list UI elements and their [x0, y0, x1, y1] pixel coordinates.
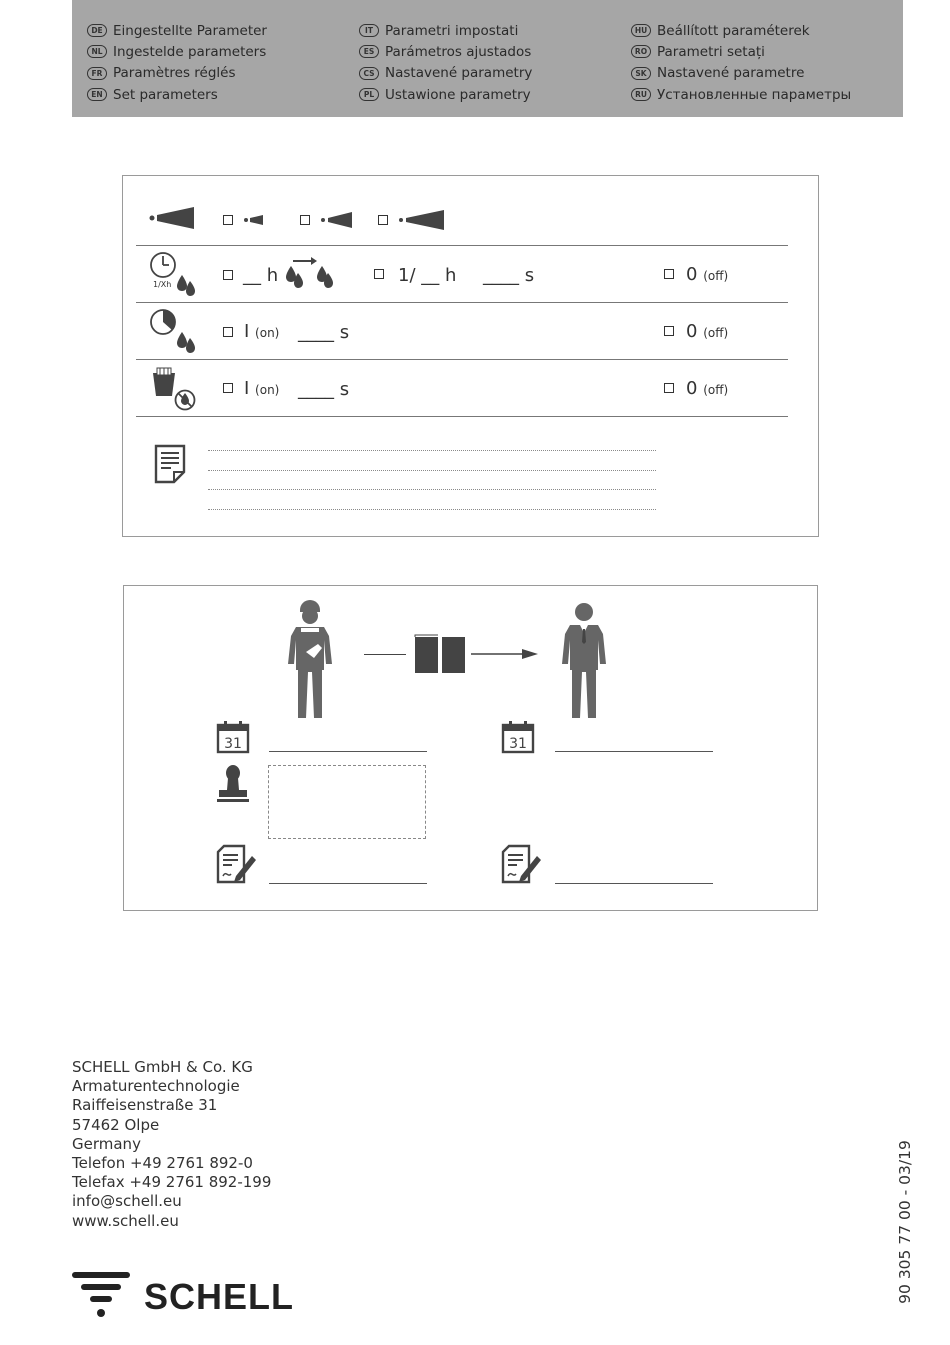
duration-off-checkbox[interactable] — [664, 326, 674, 336]
address-line: Raiffeisenstraße 31 — [72, 1096, 218, 1115]
brand-name: SCHELL — [144, 1276, 294, 1317]
spray-range-icon — [148, 205, 196, 231]
language-label: Parametri setați — [657, 43, 765, 60]
language-item — [87, 41, 267, 62]
language-code-badge: RO — [631, 45, 651, 58]
arrow-right-icon — [470, 647, 540, 661]
cleaning-off-checkbox[interactable] — [664, 383, 674, 393]
language-item — [359, 84, 532, 105]
address-website[interactable]: www.schell.eu — [72, 1211, 179, 1230]
manual-book-icon — [414, 634, 466, 674]
language-column-3 — [631, 20, 851, 105]
language-item — [631, 41, 851, 62]
notes-line[interactable] — [208, 450, 656, 451]
off-label: (off) — [703, 326, 729, 340]
handover-box — [123, 585, 818, 911]
calendar-icon — [216, 720, 250, 754]
interval-icon-label: 1/Xh — [153, 280, 172, 289]
notes-document-icon — [154, 444, 188, 484]
notes-line[interactable] — [208, 470, 656, 471]
language-code-badge: NL — [87, 45, 107, 58]
document-number: 90 305 77 00 - 03/19 — [896, 1140, 914, 1304]
cleaning-off-option — [686, 379, 728, 400]
language-label: Установленные параметры — [657, 86, 852, 103]
language-code-badge: FR — [87, 67, 107, 80]
language-label: Beállított paraméterek — [657, 22, 810, 39]
spray-medium-icon — [320, 210, 354, 230]
interval-off-checkbox[interactable] — [664, 269, 674, 279]
cleaning-bucket-icon — [150, 366, 198, 412]
signature-document-icon — [216, 844, 258, 884]
language-item — [631, 84, 851, 105]
address-line: Germany — [72, 1134, 141, 1153]
interval-fraction-field[interactable]: 1/ __ h — [398, 265, 457, 286]
on-value: I — [244, 321, 250, 342]
language-code-badge: ES — [359, 45, 379, 58]
language-label: Parámetros ajustados — [385, 43, 532, 60]
language-label: Nastavené parametre — [657, 65, 805, 82]
language-code-badge: IT — [359, 24, 379, 37]
calendar-icon — [501, 720, 535, 754]
language-code-badge: HU — [631, 24, 651, 37]
on-label: (on) — [255, 326, 280, 340]
language-label: Parametri impostati — [385, 22, 519, 39]
address-line: 57462 Olpe — [72, 1115, 160, 1134]
installer-date-line[interactable] — [269, 751, 427, 752]
cleaning-seconds-field[interactable]: ____ s — [298, 379, 350, 400]
duration-off-option — [686, 322, 728, 343]
language-code-badge: CS — [359, 67, 379, 80]
off-label: (off) — [703, 269, 729, 283]
row-divider — [136, 302, 788, 303]
schell-logo — [72, 1268, 294, 1324]
language-header — [72, 0, 903, 117]
language-label: Eingestellte Parameter — [113, 22, 267, 39]
interval-hours-checkbox[interactable] — [223, 270, 233, 280]
language-label: Set parameters — [113, 86, 218, 103]
signature-document-icon — [501, 844, 543, 884]
interval-fraction-checkbox[interactable] — [374, 269, 384, 279]
cleaning-on-checkbox[interactable] — [223, 383, 233, 393]
language-item — [87, 20, 267, 41]
company-address — [72, 1058, 271, 1231]
on-label: (on) — [255, 383, 280, 397]
address-line: SCHELL GmbH & Co. KG — [72, 1058, 253, 1076]
schell-logo-icon — [72, 1268, 134, 1320]
calendar-day: 31 — [509, 736, 527, 752]
spray-long-icon — [398, 208, 446, 232]
language-item — [359, 20, 532, 41]
language-item — [359, 41, 532, 62]
language-code-badge: PL — [359, 88, 379, 101]
interval-seconds-field[interactable]: ____ s — [483, 265, 535, 286]
row-divider — [136, 416, 788, 417]
language-item — [631, 20, 851, 41]
spray-short-icon — [243, 213, 265, 227]
language-item — [359, 63, 532, 84]
off-label: (off) — [703, 383, 729, 397]
owner-figure-icon — [558, 600, 610, 720]
duration-on-checkbox[interactable] — [223, 327, 233, 337]
language-label: Paramètres réglés — [113, 65, 236, 82]
language-code-badge: RU — [631, 88, 651, 101]
interval-clock-icon — [148, 251, 198, 299]
calendar-day: 31 — [224, 736, 242, 752]
off-value: 0 — [686, 378, 698, 399]
on-value: I — [244, 378, 250, 399]
parameter-table — [122, 175, 819, 537]
address-line: Armaturentechnologie — [72, 1077, 240, 1096]
stamp-icon — [216, 764, 250, 806]
cleaning-on-option — [244, 379, 279, 400]
row-divider — [136, 245, 788, 246]
interval-off-option — [686, 265, 728, 286]
language-code-badge: SK — [631, 67, 651, 80]
spray-long-checkbox[interactable] — [378, 215, 388, 225]
address-line: Telefax +49 2761 892-199 — [72, 1173, 272, 1192]
duration-on-option — [244, 322, 279, 343]
duration-timer-icon — [148, 308, 198, 356]
stamp-field[interactable] — [268, 765, 426, 839]
row-divider — [136, 359, 788, 360]
language-code-badge: DE — [87, 24, 107, 37]
interval-hours-field[interactable]: __ h — [243, 265, 279, 286]
language-code-badge: EN — [87, 88, 107, 101]
duration-seconds-field[interactable]: ____ s — [298, 322, 350, 343]
notes-line[interactable] — [208, 489, 656, 490]
language-column-1 — [87, 20, 267, 105]
off-value: 0 — [686, 264, 698, 285]
language-label: Ustawione parametry — [385, 86, 531, 103]
address-email[interactable]: info@schell.eu — [72, 1192, 182, 1211]
handover-line — [364, 654, 406, 655]
language-label: Ingestelde parameters — [113, 43, 267, 60]
owner-date-line[interactable] — [555, 751, 713, 752]
spray-medium-checkbox[interactable] — [300, 215, 310, 225]
spray-short-checkbox[interactable] — [223, 215, 233, 225]
language-label: Nastavené parametry — [385, 65, 533, 82]
language-item — [87, 63, 267, 84]
installer-signature-line[interactable] — [269, 883, 427, 884]
installer-figure-icon — [284, 600, 336, 720]
language-item — [87, 84, 267, 105]
owner-signature-line[interactable] — [555, 883, 713, 884]
off-value: 0 — [686, 321, 698, 342]
notes-line[interactable] — [208, 509, 656, 510]
language-column-2 — [359, 20, 532, 105]
language-item — [631, 63, 851, 84]
water-drops-shift-icon — [283, 256, 335, 292]
address-line: Telefon +49 2761 892-0 — [72, 1154, 253, 1173]
